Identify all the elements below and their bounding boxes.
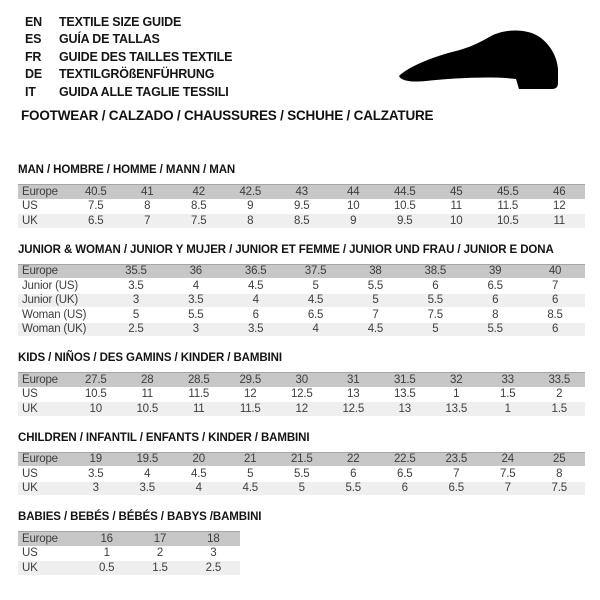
size-cell: 6.5 [379,467,431,482]
size-cell: 12 [276,402,328,417]
size-cell: 6.5 [431,481,483,496]
size-cell: 3 [187,546,240,561]
size-cell: 4.5 [226,279,286,294]
size-cell: 5 [346,293,406,308]
size-cell: 11 [122,387,174,402]
size-cell: 7 [525,279,585,294]
size-section-man [18,164,585,229]
size-cell: 13.5 [379,387,431,402]
size-cell: 7.5 [405,308,465,323]
size-cell: 19 [70,452,122,467]
size-cell: 5.5 [405,293,465,308]
table-row-europe [18,264,585,279]
size-cell: 12.5 [328,402,380,417]
lang-label: TEXTILGRÖßENFÜHRUNG [59,67,215,82]
row-label: UK [18,561,80,576]
row-label: US [18,387,70,402]
size-cell: 7.5 [70,199,122,214]
size-cell: 9.5 [276,199,328,214]
size-cell: 24 [482,452,534,467]
size-cell: 19.5 [122,452,174,467]
size-cell: 5.5 [276,467,328,482]
size-cell: 28.5 [173,373,225,388]
size-table-kids [18,372,585,417]
size-cell: 5 [106,308,166,323]
size-cell: 6 [226,308,286,323]
size-cell: 13 [379,402,431,417]
lang-label: TEXTILE SIZE GUIDE [59,15,182,29]
size-cell: 45.5 [482,185,534,200]
size-cell: 1 [80,546,133,561]
table-row-junior-us [18,279,585,294]
size-cell: 3.5 [106,279,166,294]
size-cell: 35.5 [106,264,166,279]
size-section-babies [18,511,585,576]
size-cell: 10.5 [122,402,174,417]
size-cell: 9 [328,214,380,229]
size-cell: 4.5 [346,322,406,337]
size-cell: 6 [379,481,431,496]
size-cell: 8 [465,308,525,323]
size-cell: 36.5 [226,264,286,279]
row-label: UK [18,481,70,496]
size-cell: 3.5 [70,467,122,482]
size-cell: 42 [173,185,225,200]
size-cell: 1.5 [534,402,586,417]
size-cell: 7 [346,308,406,323]
size-cell: 11.5 [482,199,534,214]
table-title-children: CHILDREN / INFANTIL / ENFANTS / KINDER / BAMBINI [18,431,310,444]
size-cell: 22.5 [379,452,431,467]
table-row-junior-uk [18,293,585,308]
size-cell: 31.5 [379,373,431,388]
table-title-kids: KIDS / NIÑOS / DES GAMINS / KINDER / BAMBINI [18,352,282,364]
size-cell: 13 [328,387,380,402]
size-cell: 7 [431,467,483,482]
size-cell: 7 [482,481,534,496]
lang-code: ES [25,32,42,47]
table-row-uk [18,402,585,417]
row-label: Junior (US) [18,279,106,294]
size-cell: 4.5 [225,481,277,496]
size-cell: 46 [534,185,586,200]
size-cell: 5 [225,467,277,482]
table-row-woman-us [18,308,585,323]
table-row-europe [18,373,585,388]
lang-label: GUÍA DE TALLAS [59,32,160,47]
lang-row-de [25,66,232,83]
size-cell: 1 [431,387,483,402]
size-section-children [18,432,585,497]
size-cell: 11 [534,214,586,229]
size-cell: 2 [133,546,186,561]
size-cell: 10.5 [482,214,534,229]
size-cell: 17 [133,532,186,547]
table-row-uk [18,561,240,576]
lang-code: IT [25,84,36,99]
size-cell: 7.5 [173,214,225,229]
size-cell: 18 [187,532,240,547]
size-cell: 5.5 [465,322,525,337]
size-cell: 16 [80,532,133,547]
lang-code: DE [25,67,42,82]
size-table-junior-woman [18,264,585,338]
table-title-babies: BABIES / BEBÉS / BÉBÉS / BABYS /BAMBINI [18,511,262,523]
size-cell: 11.5 [225,402,277,417]
size-cell: 37.5 [286,264,346,279]
size-cell: 30 [276,373,328,388]
row-label: UK [18,402,70,417]
size-cell: 27.5 [70,373,122,388]
size-cell: 23.5 [431,452,483,467]
size-cell: 20 [173,452,225,467]
lang-row-es [25,31,232,48]
size-cell: 3.5 [122,481,174,496]
row-label: Europe [18,373,70,388]
size-cell: 9 [225,199,277,214]
size-cell: 12 [534,199,586,214]
category-title: FOOTWEAR / CALZADO / CHAUSSURES / SCHUHE / CALZATURE [21,108,434,123]
lang-code: EN [25,15,42,29]
size-cell: 6.5 [286,308,346,323]
size-table-babies [18,531,240,576]
size-cell: 8.5 [276,214,328,229]
table-row-us [18,387,585,402]
dress-shoe-icon [392,26,572,104]
table-row-europe [18,185,585,200]
size-cell: 5.5 [166,308,226,323]
table-row-uk [18,214,585,229]
size-cell: 10.5 [70,387,122,402]
size-cell: 0.5 [80,561,133,576]
row-label: Woman (US) [18,308,106,323]
size-cell: 39 [465,264,525,279]
table-row-us [18,546,240,561]
size-cell: 8 [122,199,174,214]
size-cell: 13.5 [431,402,483,417]
size-cell: 40 [525,264,585,279]
size-cell: 4.5 [286,293,346,308]
size-cell: 3.5 [226,322,286,337]
row-label: Europe [18,264,106,279]
lang-code: FR [25,49,42,64]
size-cell: 41 [122,185,174,200]
table-row-uk [18,481,585,496]
size-cell: 31 [328,373,380,388]
size-cell: 6 [405,279,465,294]
size-cell: 4 [173,481,225,496]
size-cell: 9.5 [379,214,431,229]
lang-row-fr [25,49,232,66]
size-cell: 4 [286,322,346,337]
size-cell: 38.5 [405,264,465,279]
size-cell: 4 [226,293,286,308]
size-cell: 11 [431,199,483,214]
size-cell: 4 [166,279,226,294]
size-cell: 32 [431,373,483,388]
size-cell: 10 [70,402,122,417]
size-cell: 25 [534,452,586,467]
size-cell: 8.5 [525,308,585,323]
size-cell: 33.5 [534,373,586,388]
size-cell: 1.5 [482,387,534,402]
size-cell: 5 [276,481,328,496]
size-cell: 42.5 [225,185,277,200]
size-cell: 5 [405,322,465,337]
size-cell: 6 [465,293,525,308]
table-row-europe [18,532,240,547]
size-cell: 6.5 [465,279,525,294]
size-cell: 8 [534,467,586,482]
lang-row-it [25,84,232,101]
row-label: UK [18,214,70,229]
size-cell: 21.5 [276,452,328,467]
size-cell: 3 [166,322,226,337]
size-cell: 28 [122,373,174,388]
language-title-list [25,14,232,101]
size-cell: 1.5 [133,561,186,576]
size-cell: 7.5 [482,467,534,482]
table-title-junior-woman: JUNIOR & WOMAN / JUNIOR Y MUJER / JUNIOR ET FEMME / JUNIOR UND FRAU / JUNIOR E DONA [18,243,554,256]
lang-row-en [25,14,232,31]
size-cell: 29.5 [225,373,277,388]
size-cell: 11 [173,402,225,417]
table-row-us [18,199,585,214]
size-cell: 5.5 [346,279,406,294]
lang-label: GUIDA ALLE TAGLIE TESSILI [59,84,229,99]
size-cell: 33 [482,373,534,388]
table-row-woman-uk [18,322,585,337]
size-cell: 7 [122,214,174,229]
size-cell: 36 [166,264,226,279]
size-cell: 4 [122,467,174,482]
size-cell: 8 [225,214,277,229]
size-cell: 10.5 [379,199,431,214]
size-cell: 3 [70,481,122,496]
size-cell: 3 [106,293,166,308]
size-cell: 45 [431,185,483,200]
row-label: Europe [18,452,70,467]
size-section-kids [18,352,585,417]
size-cell: 7.5 [534,481,586,496]
size-cell: 1 [482,402,534,417]
size-cell: 8.5 [173,199,225,214]
size-cell: 12 [225,387,277,402]
size-cell: 10 [328,199,380,214]
size-cell: 6 [525,322,585,337]
row-label: Woman (UK) [18,322,106,337]
lang-label: GUIDE DES TAILLES TEXTILE [59,49,233,64]
size-cell: 22 [328,452,380,467]
table-title-man: MAN / HOMBRE / HOMME / MANN / MAN [18,164,236,176]
row-label: US [18,199,70,214]
size-section-junior-woman [18,244,585,338]
dress-shoe-icon-svg [392,26,572,104]
size-cell: 40.5 [70,185,122,200]
row-label: US [18,546,80,561]
size-tables-area [18,164,585,591]
size-table-man [18,184,585,229]
size-cell: 4.5 [173,467,225,482]
size-cell: 2 [534,387,586,402]
size-cell: 5 [286,279,346,294]
size-cell: 38 [346,264,406,279]
size-table-children [18,452,585,497]
size-cell: 10 [431,214,483,229]
table-row-europe [18,452,585,467]
size-cell: 44.5 [379,185,431,200]
size-cell: 11.5 [173,387,225,402]
table-row-us [18,467,585,482]
row-label: Europe [18,185,70,200]
size-cell: 3.5 [166,293,226,308]
size-cell: 6.5 [70,214,122,229]
size-cell: 6 [328,467,380,482]
row-label: US [18,467,70,482]
size-cell: 2.5 [106,322,166,337]
size-cell: 6 [525,293,585,308]
row-label: Junior (UK) [18,293,106,308]
row-label: Europe [18,532,80,547]
size-cell: 21 [225,452,277,467]
size-cell: 2.5 [187,561,240,576]
size-cell: 44 [328,185,380,200]
size-cell: 5.5 [328,481,380,496]
size-cell: 12.5 [276,387,328,402]
size-cell: 43 [276,185,328,200]
